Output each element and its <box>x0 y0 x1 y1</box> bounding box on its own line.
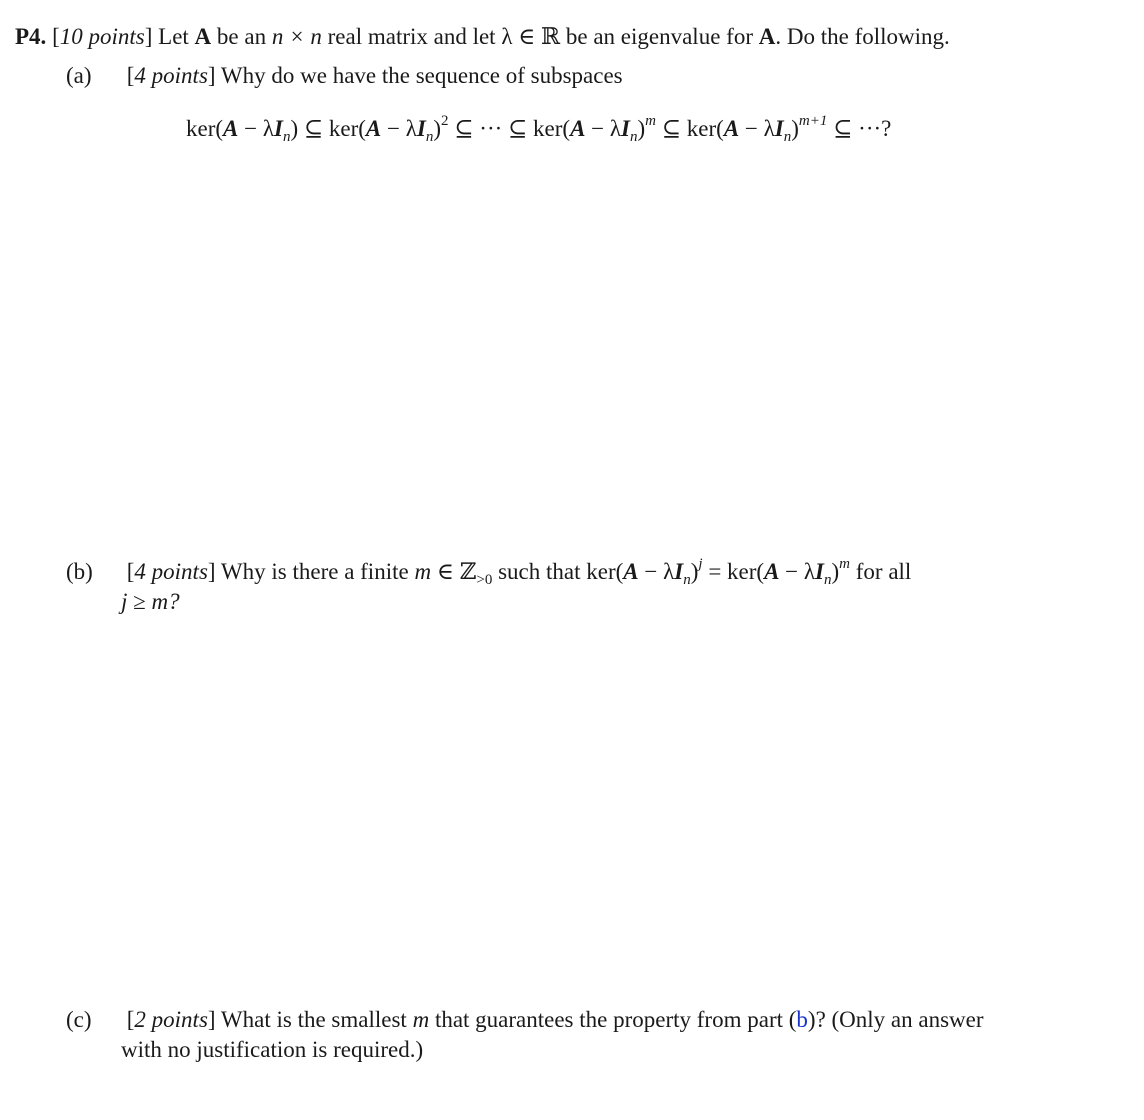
part-b-points: [4 points] <box>126 559 216 584</box>
part-c-continuation: with no justification is required.) <box>121 1037 424 1062</box>
part-a <box>66 61 623 91</box>
part-b-text: Why is there a finite <box>220 559 409 584</box>
part-b: (b) [4 points] Why is there a finite m ∈ ℤ$_{>0}$ such that $ker(A - \lambda I_n)^j = ker(A - \lambda I_n)^m$ for all <box>66 556 912 588</box>
kernel-sequence-equation: $ker(A - \lambda I_n)$ ⊆ $ker(A - \lambda I_n)^2$ ⊆ ··· ⊆ $ker(A - \lambda I_n)^m$ ⊆ $ker(A - \lambda I_n)^{m+1}$ ⊆ ···? <box>186 113 892 145</box>
problem-points: [10 points] <box>52 24 153 49</box>
problem-text: be an eigenvalue for <box>565 24 753 49</box>
problem-text: real matrix and let <box>327 24 496 49</box>
part-a-question: Why do we have the sequence of subspaces <box>220 63 623 88</box>
part-b-label: (b) <box>66 559 93 584</box>
eigenvalue-domain: λ ∈ ℝ <box>501 24 561 49</box>
part-c-label: (c) <box>66 1007 92 1032</box>
part-c: (c) [2 points] What is the smallest m that guarantees the property from part (b)? (Only an answer <box>66 1005 1096 1035</box>
part-b-reference-link[interactable]: b <box>796 1007 808 1032</box>
matrix-symbol: A <box>194 24 212 49</box>
problem-label: P4. <box>15 24 47 49</box>
problem-statement <box>15 22 1135 52</box>
part-c-points: [2 points] <box>126 1007 216 1032</box>
problem-text: Let <box>158 24 189 49</box>
part-b-continuation: j ≥ m? <box>121 589 180 614</box>
matrix-symbol: A <box>758 24 776 49</box>
dimension: n × n <box>271 24 322 49</box>
part-a-label: (a) <box>66 63 92 88</box>
part-a-points: [4 points] <box>126 63 216 88</box>
problem-text: . Do the following. <box>775 24 950 49</box>
part-c-text: What is the smallest <box>220 1007 407 1032</box>
problem-text: be an <box>216 24 267 49</box>
